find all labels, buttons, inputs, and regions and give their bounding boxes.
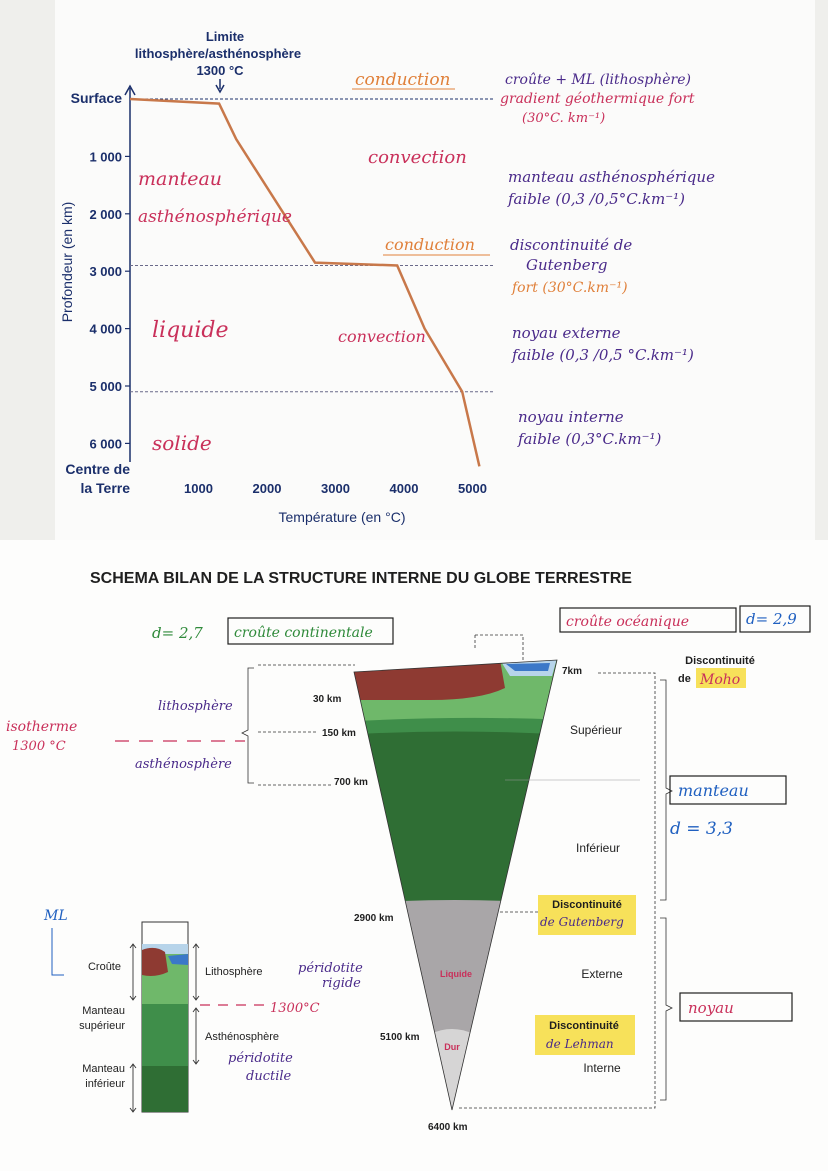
y-tick-label: 5 000 xyxy=(89,379,122,394)
inset-asthenosphere-label: Asthénosphère xyxy=(205,1031,279,1043)
limit-label-line2: lithosphère/asthénosphère xyxy=(134,46,302,61)
hw-moho: Moho xyxy=(700,672,741,688)
x-tick-label: 1000 xyxy=(184,481,213,496)
inferieur-label: Inférieur xyxy=(575,841,621,855)
dur-label: Dur xyxy=(444,1042,460,1052)
hw-right-3c: fort (30°C.km⁻¹) xyxy=(512,280,628,296)
liquide-label: Liquide xyxy=(440,969,472,979)
inset-asthenosphere xyxy=(142,1004,188,1066)
y-tick-label: 6 000 xyxy=(89,436,122,452)
x-tick-label: 4000 xyxy=(389,481,419,496)
hw-right-1b: gradient géothermique fort xyxy=(500,91,695,107)
disc-gutenberg-line2: de Gutenberg xyxy=(540,915,624,929)
depth-7km: 7km xyxy=(562,666,583,677)
inset-croute: Croûte xyxy=(87,961,121,973)
d-oceanique: d= 2,9 xyxy=(746,610,797,628)
hw-right-1c: (30°C. km⁻¹) xyxy=(522,111,606,126)
hw-right-4b: faible (0,3 /0,5 °C.km⁻¹) xyxy=(512,346,694,364)
interne-label: Interne xyxy=(583,1061,621,1075)
hw-isotherme-temp: 1300 °C xyxy=(12,739,66,754)
hw-conduction-mid: conduction xyxy=(385,235,475,254)
noyau-box-label: noyau xyxy=(688,999,734,1017)
hw-right-2b: faible (0,3 /0,5°C.km⁻¹) xyxy=(508,190,686,208)
hw-peridotite-rigide-2: rigide xyxy=(322,976,361,991)
hw-asthenospherique: asthénosphérique xyxy=(138,207,292,227)
d-continentale: d= 2,7 xyxy=(152,624,203,642)
x-tick-label: 3000 xyxy=(321,481,350,496)
inset-continental-crust xyxy=(142,948,168,976)
depth-700km: 700 km xyxy=(334,777,368,788)
schema-title: SCHEMA BILAN DE LA STRUCTURE INTERNE DU GLOBE TERRESTRE xyxy=(90,570,632,587)
y-tick-label: 3 000 xyxy=(89,264,122,280)
hw-right-2a: manteau asthénosphérique xyxy=(508,168,715,186)
hw-manteau: manteau xyxy=(138,168,223,190)
disc-lehman-line1: Discontinuité xyxy=(549,1020,619,1032)
hw-right-5b: faible (0,3°C.km⁻¹) xyxy=(518,430,662,448)
inset-lithosphere-label: Lithosphère xyxy=(205,966,263,978)
inset-manteau-sup-1: Manteau xyxy=(82,1005,125,1017)
y-tick-label: 2 000 xyxy=(89,206,122,222)
hw-peridotite-ductile-2: ductile xyxy=(246,1069,292,1084)
hw-conduction-top: conduction xyxy=(355,70,451,90)
depth-5100km: 5100 km xyxy=(380,1032,420,1043)
hw-peridotite-ductile-1: péridotite xyxy=(228,1051,293,1066)
superieur-label: Supérieur xyxy=(569,723,623,737)
x-tick-label: 2000 xyxy=(252,481,282,496)
disc-lehman-line2: de Lehman xyxy=(546,1037,614,1051)
center-earth-label-line2: la Terre xyxy=(80,480,130,496)
limit-label-line1: Limite xyxy=(205,29,245,44)
hw-ml: ML xyxy=(44,908,68,924)
disc-gutenberg-line1: Discontinuité xyxy=(552,899,622,911)
x-axis-label: Température (en °C) xyxy=(278,509,406,525)
hw-right-3b: Gutenberg xyxy=(526,256,608,274)
surface-label: Surface xyxy=(70,90,122,106)
inset-manteau-sup-2: supérieur xyxy=(79,1020,125,1032)
manteau-box-label: manteau xyxy=(678,781,749,800)
depth-6400km: 6400 km xyxy=(428,1122,468,1133)
hw-peridotite-rigide-1: péridotite xyxy=(298,961,363,976)
depth-30km: 30 km xyxy=(313,694,342,705)
hw-inset-1300: 1300°C xyxy=(270,1001,320,1016)
hw-convection-1: convection xyxy=(368,147,467,168)
croute-oceanique-label: croûte océanique xyxy=(566,614,689,630)
croute-continentale-label: croûte continentale xyxy=(234,625,373,641)
hw-lithosphere: lithosphère xyxy=(158,699,233,714)
y-axis-label: Profondeur (en km) xyxy=(59,201,75,323)
center-earth-label-line1: Centre de xyxy=(65,461,130,477)
x-tick-label: 5000 xyxy=(458,481,487,496)
depth-2900km: 2900 km xyxy=(354,913,394,924)
d-manteau: d = 3,3 xyxy=(670,819,733,839)
disc-moho-de: de xyxy=(678,673,691,685)
y-tick-label: 4 000 xyxy=(89,321,122,337)
inset-manteau-inf-1: Manteau xyxy=(82,1063,125,1075)
limit-temp-label: 1300 °C xyxy=(196,63,244,78)
hw-isotherme: isotherme xyxy=(6,719,78,735)
hw-right-1a: croûte + ML (lithosphère) xyxy=(505,72,691,88)
inset-manteau-inf-2: inférieur xyxy=(85,1078,125,1090)
hw-asthenosphere: asthénosphère xyxy=(135,757,232,772)
hw-right-3a: discontinuité de xyxy=(510,236,633,254)
y-tick-label: 1 000 xyxy=(89,149,122,165)
depth-150km: 150 km xyxy=(322,728,356,739)
hw-convection-2: convection xyxy=(338,327,426,346)
externe-label: Externe xyxy=(581,967,623,981)
hw-right-5a: noyau interne xyxy=(518,408,624,426)
disc-moho-line1: Discontinuité xyxy=(685,655,755,667)
hw-liquide: liquide xyxy=(152,318,229,343)
hw-right-4a: noyau externe xyxy=(512,324,621,342)
hw-solide: solide xyxy=(152,431,212,455)
